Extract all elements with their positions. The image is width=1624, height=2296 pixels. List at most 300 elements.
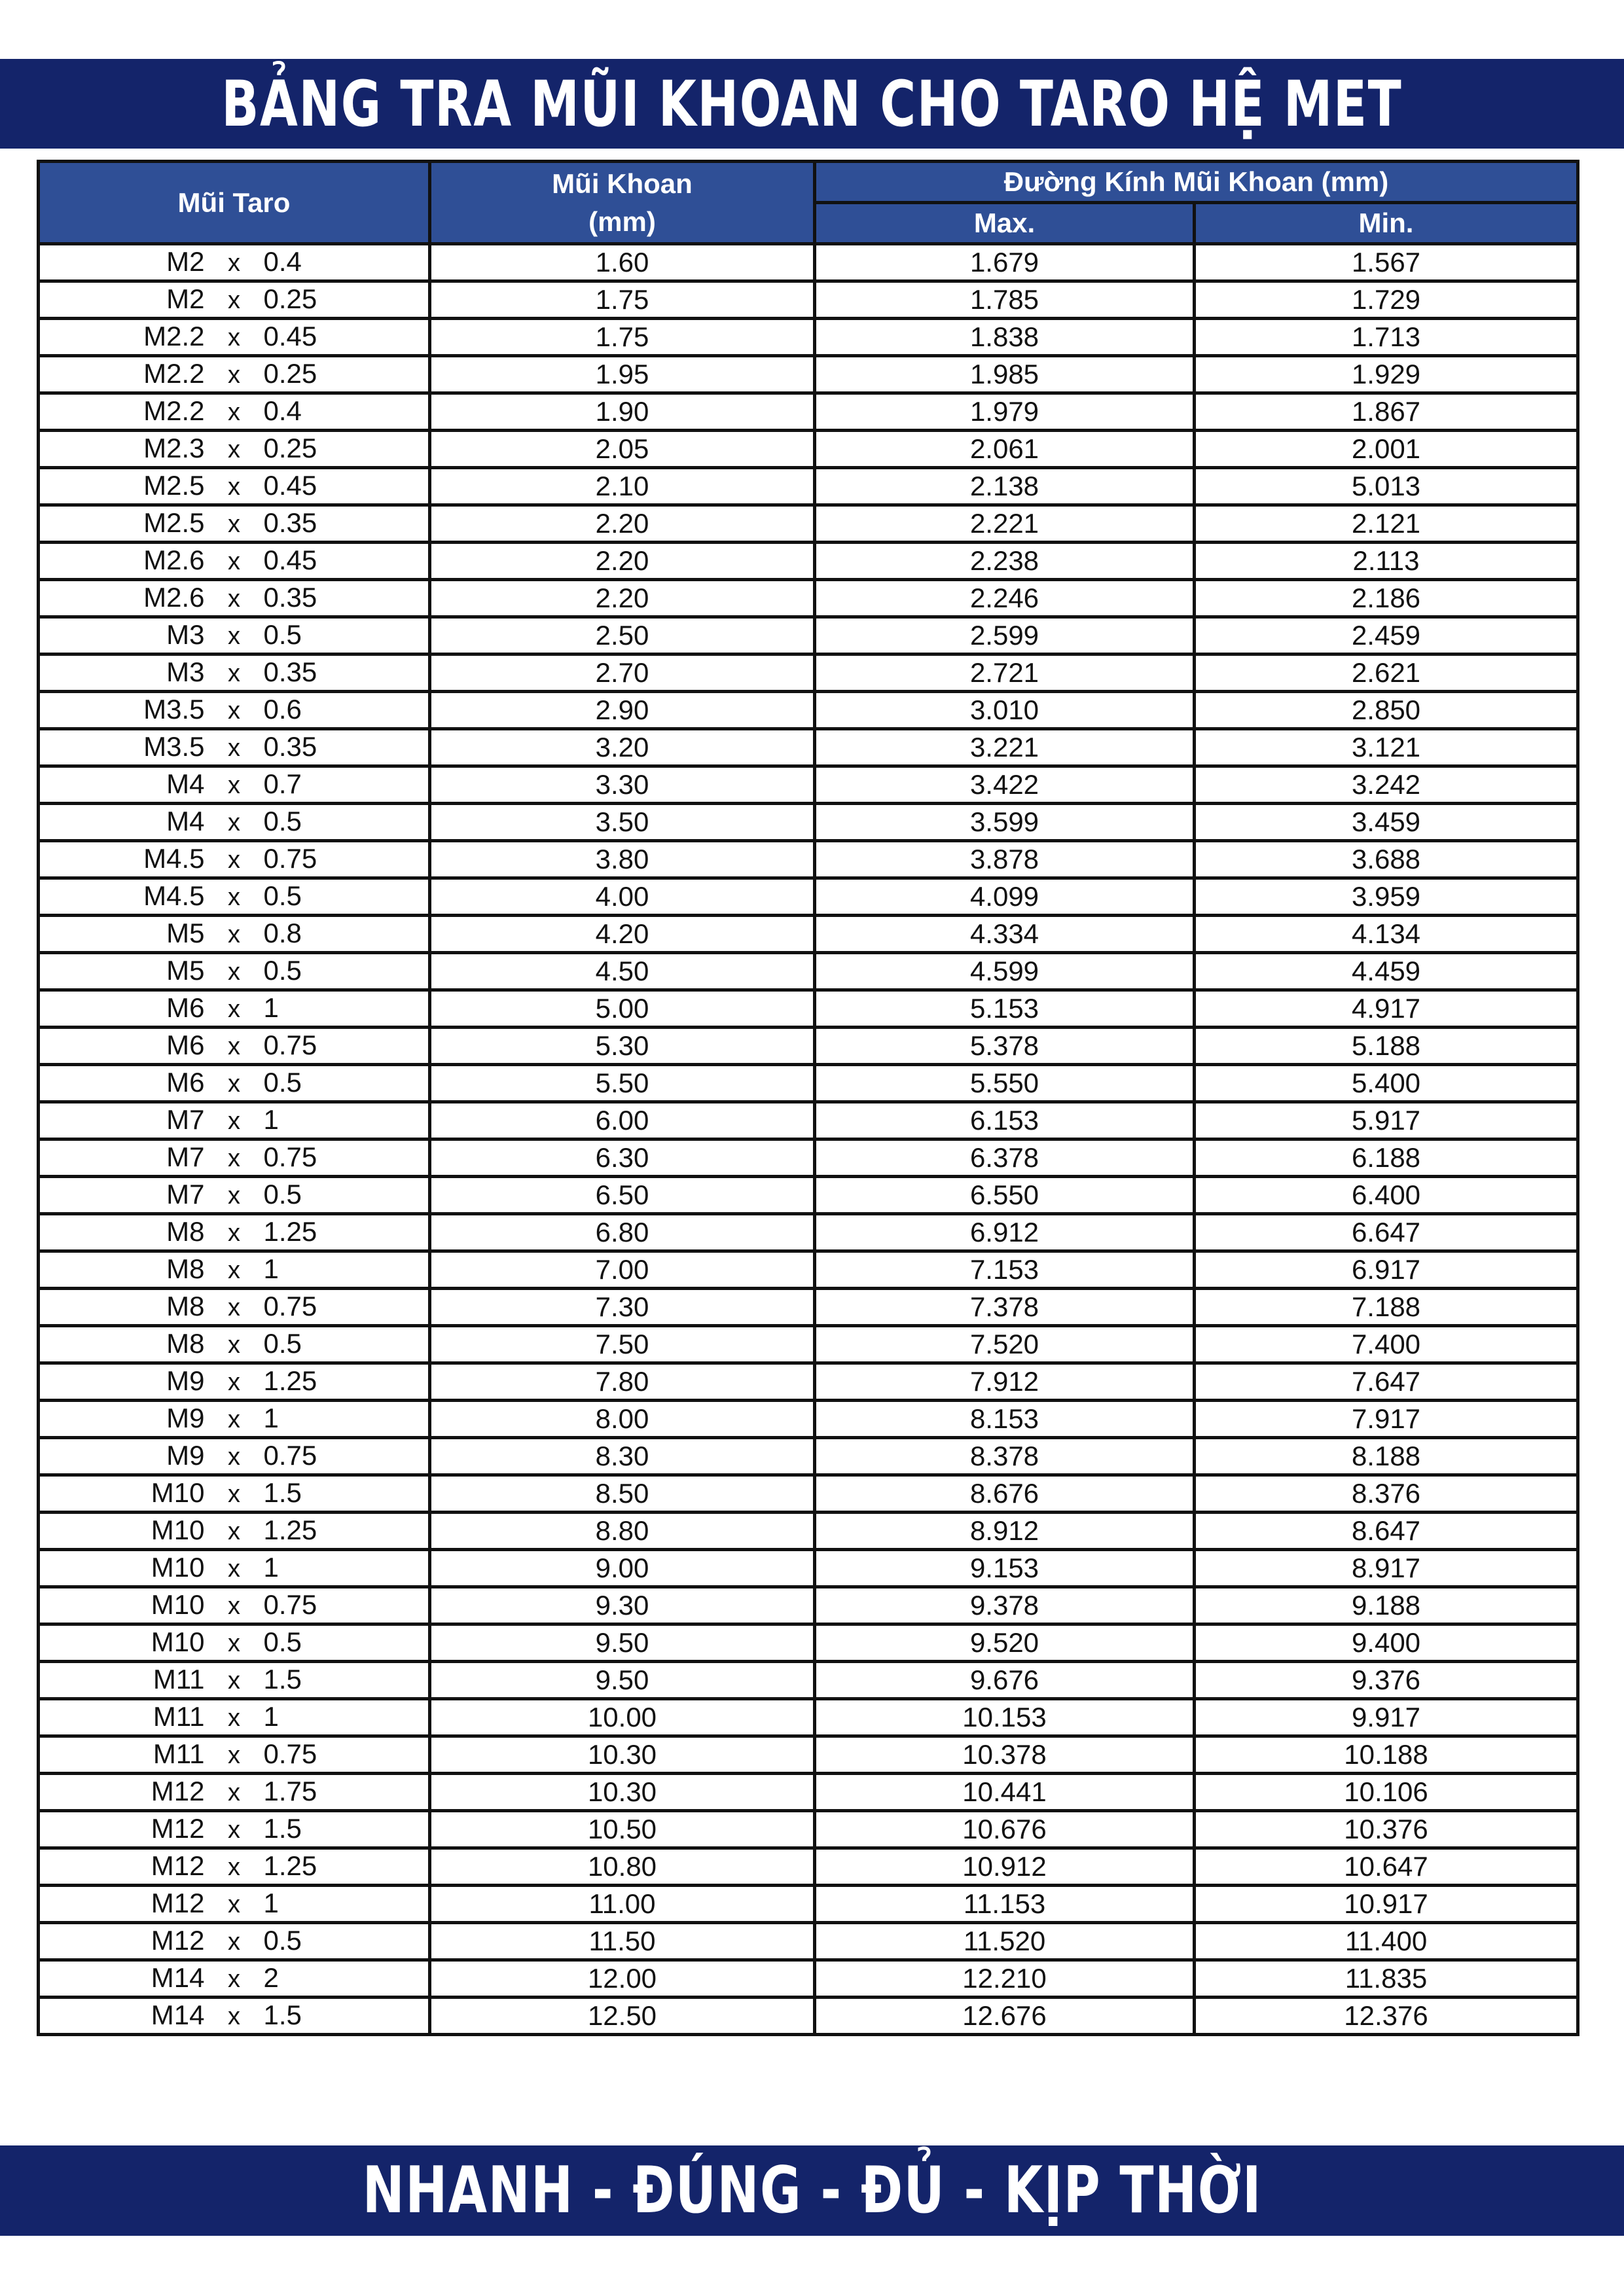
cell-max: 3.010 xyxy=(815,692,1195,729)
footer-banner xyxy=(0,2145,1624,2236)
header-min: Min. xyxy=(1195,203,1578,244)
cell-max: 11.153 xyxy=(815,1886,1195,1923)
tap-spec xyxy=(133,619,336,653)
header-drill-line1: Mũi Khoan xyxy=(552,168,693,199)
cell-drill: 6.30 xyxy=(430,1139,815,1177)
cell-max: 4.599 xyxy=(815,953,1195,990)
cell-drill: 6.80 xyxy=(430,1214,815,1251)
tap-pitch: 0.75 xyxy=(263,843,317,874)
cell-drill: 5.00 xyxy=(430,990,815,1028)
tap-pitch: 0.5 xyxy=(263,1067,302,1098)
tap-spec xyxy=(133,544,336,578)
tap-pitch: 1.25 xyxy=(263,1216,317,1247)
cell-drill: 10.30 xyxy=(430,1736,815,1774)
tap-spec xyxy=(133,693,336,727)
tap-pitch: 1.5 xyxy=(263,1477,302,1508)
tap-size: M10 xyxy=(151,1477,205,1508)
tap-pitch: 0.75 xyxy=(263,1589,317,1620)
cell-max: 12.210 xyxy=(815,1960,1195,1998)
table-row xyxy=(39,1289,1578,1326)
tap-spec xyxy=(133,880,336,914)
tap-times: x xyxy=(228,1704,240,1732)
tap-size: M2.2 xyxy=(143,321,205,351)
tap-spec xyxy=(133,283,336,317)
tap-times: x xyxy=(228,324,240,351)
cell-max: 5.153 xyxy=(815,990,1195,1028)
tap-size: M8 xyxy=(166,1216,205,1247)
cell-tap xyxy=(39,1886,430,1923)
cell-min: 6.188 xyxy=(1195,1139,1578,1177)
tap-spec xyxy=(133,395,336,429)
tap-times: x xyxy=(228,697,240,725)
cell-tap xyxy=(39,1139,430,1177)
tap-times: x xyxy=(228,1742,240,1769)
tap-size: M10 xyxy=(151,1589,205,1620)
cell-drill: 11.50 xyxy=(430,1923,815,1960)
table-row xyxy=(39,244,1578,281)
tap-pitch: 1 xyxy=(263,1253,279,1284)
tap-size: M4 xyxy=(166,806,205,836)
cell-tap xyxy=(39,505,430,543)
table-row xyxy=(39,543,1578,580)
cell-min: 10.647 xyxy=(1195,1848,1578,1886)
cell-tap xyxy=(39,1998,430,2035)
cell-drill: 7.30 xyxy=(430,1289,815,1326)
header-max: Max. xyxy=(815,203,1195,244)
cell-min: 6.647 xyxy=(1195,1214,1578,1251)
cell-tap xyxy=(39,729,430,766)
tap-size: M3.5 xyxy=(143,694,205,725)
tap-spec xyxy=(133,1812,336,1846)
cell-tap xyxy=(39,1065,430,1102)
cell-min: 3.121 xyxy=(1195,729,1578,766)
cell-drill: 4.50 xyxy=(430,953,815,990)
table-row xyxy=(39,617,1578,655)
cell-max: 7.153 xyxy=(815,1251,1195,1289)
tap-times: x xyxy=(228,473,240,501)
tap-pitch: 0.75 xyxy=(263,1291,317,1321)
cell-max: 2.138 xyxy=(815,468,1195,505)
cell-drill: 7.80 xyxy=(430,1363,815,1401)
tap-times: x xyxy=(228,1928,240,1956)
table-row xyxy=(39,1624,1578,1662)
cell-drill: 10.00 xyxy=(430,1699,815,1736)
cell-max: 5.550 xyxy=(815,1065,1195,1102)
tap-times: x xyxy=(228,1779,240,1806)
tap-size: M11 xyxy=(153,1738,205,1769)
tap-pitch: 1.5 xyxy=(263,2000,302,2030)
tap-times: x xyxy=(228,1331,240,1359)
cell-max: 7.912 xyxy=(815,1363,1195,1401)
tap-pitch: 0.45 xyxy=(263,545,317,575)
cell-max: 6.153 xyxy=(815,1102,1195,1139)
cell-min: 10.917 xyxy=(1195,1886,1578,1923)
cell-max: 10.441 xyxy=(815,1774,1195,1811)
cell-min: 9.188 xyxy=(1195,1587,1578,1624)
cell-drill: 10.30 xyxy=(430,1774,815,1811)
cell-min: 6.917 xyxy=(1195,1251,1578,1289)
tap-size: M6 xyxy=(166,992,205,1023)
cell-min: 4.134 xyxy=(1195,916,1578,953)
cell-tap xyxy=(39,1811,430,1848)
drill-size-table-container xyxy=(37,160,1576,2036)
tap-size: M9 xyxy=(166,1403,205,1433)
cell-tap xyxy=(39,281,430,319)
cell-max: 10.378 xyxy=(815,1736,1195,1774)
tap-times: x xyxy=(228,361,240,389)
cell-drill: 8.50 xyxy=(430,1475,815,1513)
cell-drill: 9.50 xyxy=(430,1624,815,1662)
tap-times: x xyxy=(228,1891,240,1918)
table-row xyxy=(39,1028,1578,1065)
cell-drill: 7.50 xyxy=(430,1326,815,1363)
drill-size-table xyxy=(37,160,1579,2036)
tap-size: M7 xyxy=(166,1179,205,1210)
cell-drill: 9.50 xyxy=(430,1662,815,1699)
cell-tap xyxy=(39,617,430,655)
cell-tap xyxy=(39,655,430,692)
tap-times: x xyxy=(228,548,240,575)
tap-times: x xyxy=(228,1480,240,1508)
cell-max: 2.238 xyxy=(815,543,1195,580)
table-row xyxy=(39,1886,1578,1923)
cell-max: 9.520 xyxy=(815,1624,1195,1662)
tap-spec xyxy=(133,805,336,839)
cell-max: 3.221 xyxy=(815,729,1195,766)
tap-spec xyxy=(133,1253,336,1287)
cell-tap xyxy=(39,990,430,1028)
tap-times: x xyxy=(228,1406,240,1433)
cell-tap xyxy=(39,1251,430,1289)
cell-max: 1.985 xyxy=(815,356,1195,393)
tap-times: x xyxy=(228,846,240,874)
tap-pitch: 1 xyxy=(263,1104,279,1135)
cell-min: 5.013 xyxy=(1195,468,1578,505)
tap-times: x xyxy=(228,1816,240,1844)
cell-max: 8.912 xyxy=(815,1513,1195,1550)
tap-size: M14 xyxy=(151,2000,205,2030)
tap-times: x xyxy=(228,1965,240,1993)
table-row xyxy=(39,729,1578,766)
tap-size: M9 xyxy=(166,1440,205,1471)
tap-size: M10 xyxy=(151,1552,205,1583)
cell-tap xyxy=(39,1363,430,1401)
tap-spec xyxy=(133,1700,336,1734)
tap-spec xyxy=(133,1066,336,1100)
page-title: BẢNG TRA MŨI KHOAN CHO TARO HỆ MET xyxy=(221,67,1403,141)
tap-size: M10 xyxy=(151,1626,205,1657)
tap-size: M11 xyxy=(153,1664,205,1695)
table-row xyxy=(39,878,1578,916)
cell-drill: 5.50 xyxy=(430,1065,815,1102)
tap-spec xyxy=(133,581,336,615)
cell-min: 4.917 xyxy=(1195,990,1578,1028)
cell-tap xyxy=(39,1401,430,1438)
tap-pitch: 0.35 xyxy=(263,656,317,687)
tap-times: x xyxy=(228,1592,240,1620)
cell-drill: 10.80 xyxy=(430,1848,815,1886)
tap-spec xyxy=(133,1477,336,1511)
tap-spec xyxy=(133,1626,336,1660)
cell-min: 8.917 xyxy=(1195,1550,1578,1587)
cell-drill: 6.50 xyxy=(430,1177,815,1214)
table-row xyxy=(39,1401,1578,1438)
tap-pitch: 0.75 xyxy=(263,1440,317,1471)
cell-drill: 1.95 xyxy=(430,356,815,393)
tap-spec xyxy=(133,245,336,279)
tap-size: M9 xyxy=(166,1365,205,1396)
cell-drill: 7.00 xyxy=(430,1251,815,1289)
tap-pitch: 1 xyxy=(263,1403,279,1433)
tap-pitch: 0.35 xyxy=(263,507,317,538)
cell-min: 7.400 xyxy=(1195,1326,1578,1363)
cell-tap xyxy=(39,1848,430,1886)
cell-min: 2.113 xyxy=(1195,543,1578,580)
tap-spec xyxy=(133,1290,336,1324)
tap-spec xyxy=(133,730,336,764)
tap-times: x xyxy=(228,958,240,986)
cell-tap xyxy=(39,543,430,580)
tap-times: x xyxy=(228,585,240,613)
cell-drill: 11.00 xyxy=(430,1886,815,1923)
cell-max: 10.153 xyxy=(815,1699,1195,1736)
tap-size: M4 xyxy=(166,768,205,799)
table-row xyxy=(39,1699,1578,1736)
cell-drill: 5.30 xyxy=(430,1028,815,1065)
cell-min: 5.188 xyxy=(1195,1028,1578,1065)
tap-times: x xyxy=(228,1443,240,1471)
cell-tap xyxy=(39,804,430,841)
cell-tap xyxy=(39,1475,430,1513)
cell-max: 8.153 xyxy=(815,1401,1195,1438)
cell-tap xyxy=(39,356,430,393)
tap-spec xyxy=(133,1551,336,1585)
tap-size: M8 xyxy=(166,1291,205,1321)
cell-min: 10.188 xyxy=(1195,1736,1578,1774)
tap-size: M2.5 xyxy=(143,470,205,501)
tap-spec xyxy=(133,432,336,466)
tap-times: x xyxy=(228,1219,240,1247)
tap-pitch: 1.25 xyxy=(263,1515,317,1545)
cell-tap xyxy=(39,841,430,878)
tap-size: M5 xyxy=(166,955,205,986)
cell-max: 9.153 xyxy=(815,1550,1195,1587)
tap-pitch: 0.75 xyxy=(263,1030,317,1060)
tap-pitch: 0.25 xyxy=(263,433,317,463)
cell-tap xyxy=(39,916,430,953)
cell-tap xyxy=(39,1624,430,1662)
tap-times: x xyxy=(228,1630,240,1657)
tap-pitch: 0.5 xyxy=(263,806,302,836)
cell-drill: 12.50 xyxy=(430,1998,815,2035)
cell-tap xyxy=(39,244,430,281)
cell-tap xyxy=(39,692,430,729)
title-banner xyxy=(0,59,1624,149)
cell-drill: 6.00 xyxy=(430,1102,815,1139)
cell-tap xyxy=(39,1438,430,1475)
tap-size: M10 xyxy=(151,1515,205,1545)
tap-spec xyxy=(133,1924,336,1958)
cell-max: 5.378 xyxy=(815,1028,1195,1065)
cell-max: 3.878 xyxy=(815,841,1195,878)
tap-size: M12 xyxy=(151,1850,205,1881)
tap-spec xyxy=(133,1402,336,1436)
cell-drill: 2.70 xyxy=(430,655,815,692)
cell-max: 1.838 xyxy=(815,319,1195,356)
cell-tap xyxy=(39,878,430,916)
tap-size: M8 xyxy=(166,1328,205,1359)
tap-size: M2 xyxy=(166,246,205,277)
tap-pitch: 0.35 xyxy=(263,582,317,613)
cell-tap xyxy=(39,766,430,804)
cell-max: 6.378 xyxy=(815,1139,1195,1177)
tap-times: x xyxy=(228,1555,240,1583)
tap-times: x xyxy=(228,734,240,762)
tap-spec xyxy=(133,1141,336,1175)
table-row xyxy=(39,1550,1578,1587)
tap-times: x xyxy=(228,622,240,650)
table-row xyxy=(39,468,1578,505)
tap-times: x xyxy=(228,287,240,314)
tap-times: x xyxy=(228,1294,240,1321)
table-row xyxy=(39,1102,1578,1139)
cell-tap xyxy=(39,1214,430,1251)
table-row xyxy=(39,655,1578,692)
cell-drill: 8.00 xyxy=(430,1401,815,1438)
cell-tap xyxy=(39,953,430,990)
cell-max: 2.221 xyxy=(815,505,1195,543)
tap-size: M6 xyxy=(166,1030,205,1060)
cell-min: 10.106 xyxy=(1195,1774,1578,1811)
tap-spec xyxy=(133,1850,336,1884)
cell-drill: 8.80 xyxy=(430,1513,815,1550)
cell-drill: 2.05 xyxy=(430,431,815,468)
tap-times: x xyxy=(228,884,240,911)
table-row xyxy=(39,281,1578,319)
cell-min: 5.917 xyxy=(1195,1102,1578,1139)
tap-spec xyxy=(133,1962,336,1996)
cell-min: 11.400 xyxy=(1195,1923,1578,1960)
cell-min: 2.121 xyxy=(1195,505,1578,543)
tap-spec xyxy=(133,1439,336,1473)
tap-pitch: 0.8 xyxy=(263,918,302,948)
tap-pitch: 1.5 xyxy=(263,1664,302,1695)
tap-spec xyxy=(133,1327,336,1361)
tap-pitch: 0.5 xyxy=(263,1925,302,1956)
cell-drill: 8.30 xyxy=(430,1438,815,1475)
table-row xyxy=(39,1177,1578,1214)
cell-tap xyxy=(39,1177,430,1214)
cell-tap xyxy=(39,1326,430,1363)
cell-min: 10.376 xyxy=(1195,1811,1578,1848)
tap-pitch: 0.5 xyxy=(263,1328,302,1359)
tap-times: x xyxy=(228,249,240,277)
tap-spec xyxy=(133,469,336,503)
table-row xyxy=(39,1065,1578,1102)
tap-pitch: 1.25 xyxy=(263,1365,317,1396)
cell-min: 9.917 xyxy=(1195,1699,1578,1736)
cell-drill: 3.30 xyxy=(430,766,815,804)
cell-max: 7.520 xyxy=(815,1326,1195,1363)
cell-max: 2.599 xyxy=(815,617,1195,655)
cell-max: 1.679 xyxy=(815,244,1195,281)
tap-size: M4.5 xyxy=(143,843,205,874)
tap-times: x xyxy=(228,1182,240,1210)
tap-spec xyxy=(133,1887,336,1921)
tap-pitch: 0.75 xyxy=(263,1738,317,1769)
tap-pitch: 0.5 xyxy=(263,1626,302,1657)
cell-min: 12.376 xyxy=(1195,1998,1578,2035)
tap-spec xyxy=(133,1365,336,1399)
cell-tap xyxy=(39,1662,430,1699)
tap-pitch: 1 xyxy=(263,1701,279,1732)
cell-max: 1.979 xyxy=(815,393,1195,431)
cell-drill: 9.00 xyxy=(430,1550,815,1587)
cell-tap xyxy=(39,468,430,505)
tap-pitch: 1.25 xyxy=(263,1850,317,1881)
table-row xyxy=(39,766,1578,804)
cell-max: 9.378 xyxy=(815,1587,1195,1624)
cell-max: 3.422 xyxy=(815,766,1195,804)
cell-tap xyxy=(39,1028,430,1065)
cell-drill: 2.20 xyxy=(430,543,815,580)
cell-drill: 12.00 xyxy=(430,1960,815,1998)
table-row xyxy=(39,1662,1578,1699)
tap-size: M7 xyxy=(166,1104,205,1135)
cell-tap xyxy=(39,1289,430,1326)
table-row xyxy=(39,1736,1578,1774)
tap-pitch: 0.5 xyxy=(263,1179,302,1210)
table-row xyxy=(39,1438,1578,1475)
tap-size: M12 xyxy=(151,1776,205,1806)
tap-pitch: 0.5 xyxy=(263,955,302,986)
cell-max: 10.912 xyxy=(815,1848,1195,1886)
cell-min: 2.001 xyxy=(1195,431,1578,468)
cell-min: 3.242 xyxy=(1195,766,1578,804)
tap-times: x xyxy=(228,921,240,948)
cell-min: 8.647 xyxy=(1195,1513,1578,1550)
tap-spec xyxy=(133,1029,336,1063)
tap-times: x xyxy=(228,660,240,687)
cell-min: 9.376 xyxy=(1195,1662,1578,1699)
table-body xyxy=(39,244,1578,2035)
cell-tap xyxy=(39,580,430,617)
tap-times: x xyxy=(228,399,240,426)
tap-spec xyxy=(133,656,336,690)
cell-min: 2.459 xyxy=(1195,617,1578,655)
table-row xyxy=(39,1363,1578,1401)
cell-drill: 1.90 xyxy=(430,393,815,431)
cell-min: 7.647 xyxy=(1195,1363,1578,1401)
cell-tap xyxy=(39,319,430,356)
tap-spec xyxy=(133,1663,336,1697)
tap-spec xyxy=(133,1514,336,1548)
table-row xyxy=(39,1848,1578,1886)
cell-tap xyxy=(39,431,430,468)
header-diameter: Đường Kính Mũi Khoan (mm) xyxy=(815,162,1578,203)
tap-pitch: 0.7 xyxy=(263,768,302,799)
tap-spec xyxy=(133,992,336,1026)
tap-size: M2.3 xyxy=(143,433,205,463)
cell-tap xyxy=(39,1923,430,1960)
tap-size: M2.6 xyxy=(143,582,205,613)
cell-tap xyxy=(39,1960,430,1998)
table-row xyxy=(39,1774,1578,1811)
tap-size: M12 xyxy=(151,1925,205,1956)
tap-spec xyxy=(133,320,336,354)
table-row xyxy=(39,1326,1578,1363)
cell-max: 11.520 xyxy=(815,1923,1195,1960)
